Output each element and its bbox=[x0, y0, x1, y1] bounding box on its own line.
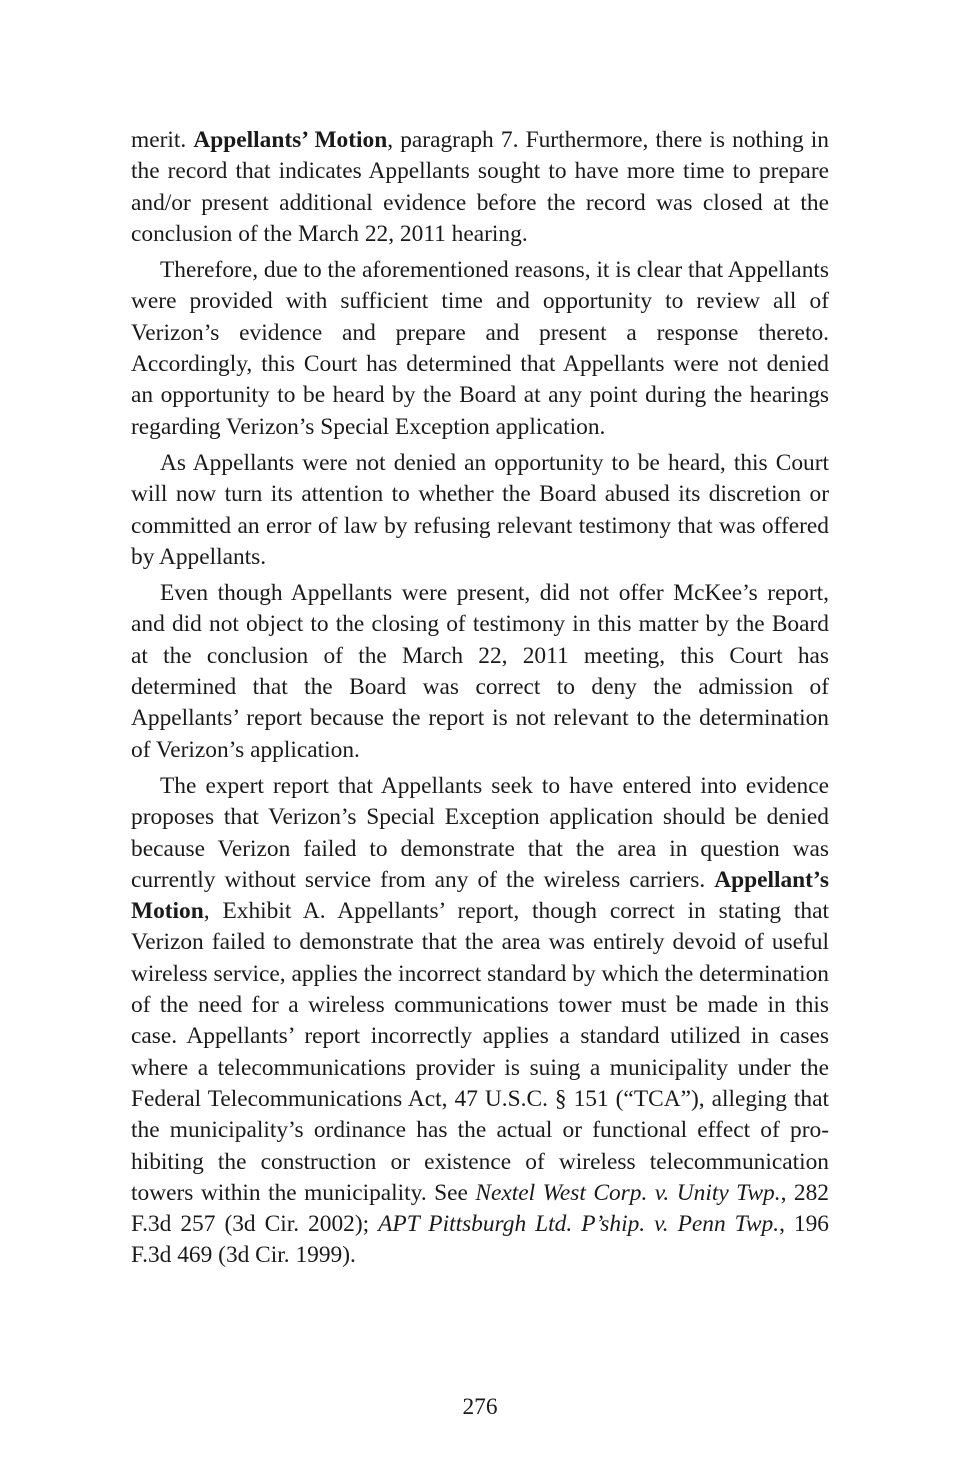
paragraph-expert-report bbox=[131, 771, 829, 1272]
paragraph-continuation bbox=[131, 125, 829, 250]
paragraph-therefore bbox=[131, 255, 829, 443]
case-citation-nextel: Nextel West Corp. v. Unity Twp. bbox=[475, 1179, 781, 1206]
text-run: Therefore, due to the aforementioned reasons, it is clear that Appellants were provided with sufficient time and opportunity to review all of Verizon’s evidence and prepare and present a response thereto. Accordingly, this Court has determined that Appellants were not denied an opportunity to be heard by the Board at any point during the hearings regarding Verizon’s Special Exception application. bbox=[131, 257, 829, 440]
text-run: , 196 F.3d 469 (3d Cir. 1999). bbox=[131, 1211, 830, 1269]
text-run: merit. bbox=[131, 127, 194, 153]
text-run: , Exhibit A. Appellants’ report, though correct in stating that Verizon failed to demonstrate that the area was entirely devoid of useful wireless service, applies the incorrect standard by which the determination of the need for a wireless communications tower must be made in this case. Appellants’ report incorrectly applies a standard utilized in cases where a telecommunications provider is suing a municipality under the Federal Telecommunications Act, 47 U.S.C. § 151 (“TCA”), alleging that the municipality’s ordinance has the actual or functional effect of prohibiting the construction or existence of wireless telecommunication towers within the municipality. See bbox=[131, 898, 829, 1206]
page-number: 276 bbox=[462, 1394, 498, 1420]
text-run: The expert report that Appellants seek to have entered into evidence proposes that Verizon’s Special Exception application should be denied because Verizon failed to demonstrate that the area in question was currently without service from any of the wireless carriers. bbox=[131, 772, 829, 893]
body-text bbox=[131, 125, 829, 1277]
text-run: , paragraph 7. Furthermore, there is nothing in the record that indicates Appellants sought to have more time to prepare and/or present additional evidence before the record was closed at the conclusion of the March 22, 2011 hearing. bbox=[131, 127, 829, 247]
case-citation-apt-pittsburgh: APT Pittsburgh Ltd. P’ship. v. Penn Twp. bbox=[378, 1211, 780, 1238]
text-run: , 282 F.3d 257 (3d Cir. 2002); bbox=[131, 1179, 829, 1238]
paragraph-not-denied bbox=[131, 448, 829, 573]
text-run: Even though Appellants were present, did not offer McKee’s report, and did not object to the closing of testimony in this matter by the Board at the conclusion of the March 22, 2011 meeting, this Court has determined that the Board was correct to deny the admission of Appellants’ report because the report is not relevant to the determination of Verizon’s application. bbox=[131, 580, 829, 763]
bold-citation-appellant-motion: Appellant’s Motion bbox=[131, 866, 829, 925]
paragraph-even-though bbox=[131, 578, 829, 766]
text-run: As Appellants were not denied an opportunity to be heard, this Court will now turn its attention to whether the Board abused its discretion or committed an error of law by refusing relevant testimony that was offered by Appellants. bbox=[131, 449, 829, 570]
bold-citation-appellants-motion: Appellants’ Motion bbox=[193, 127, 388, 153]
